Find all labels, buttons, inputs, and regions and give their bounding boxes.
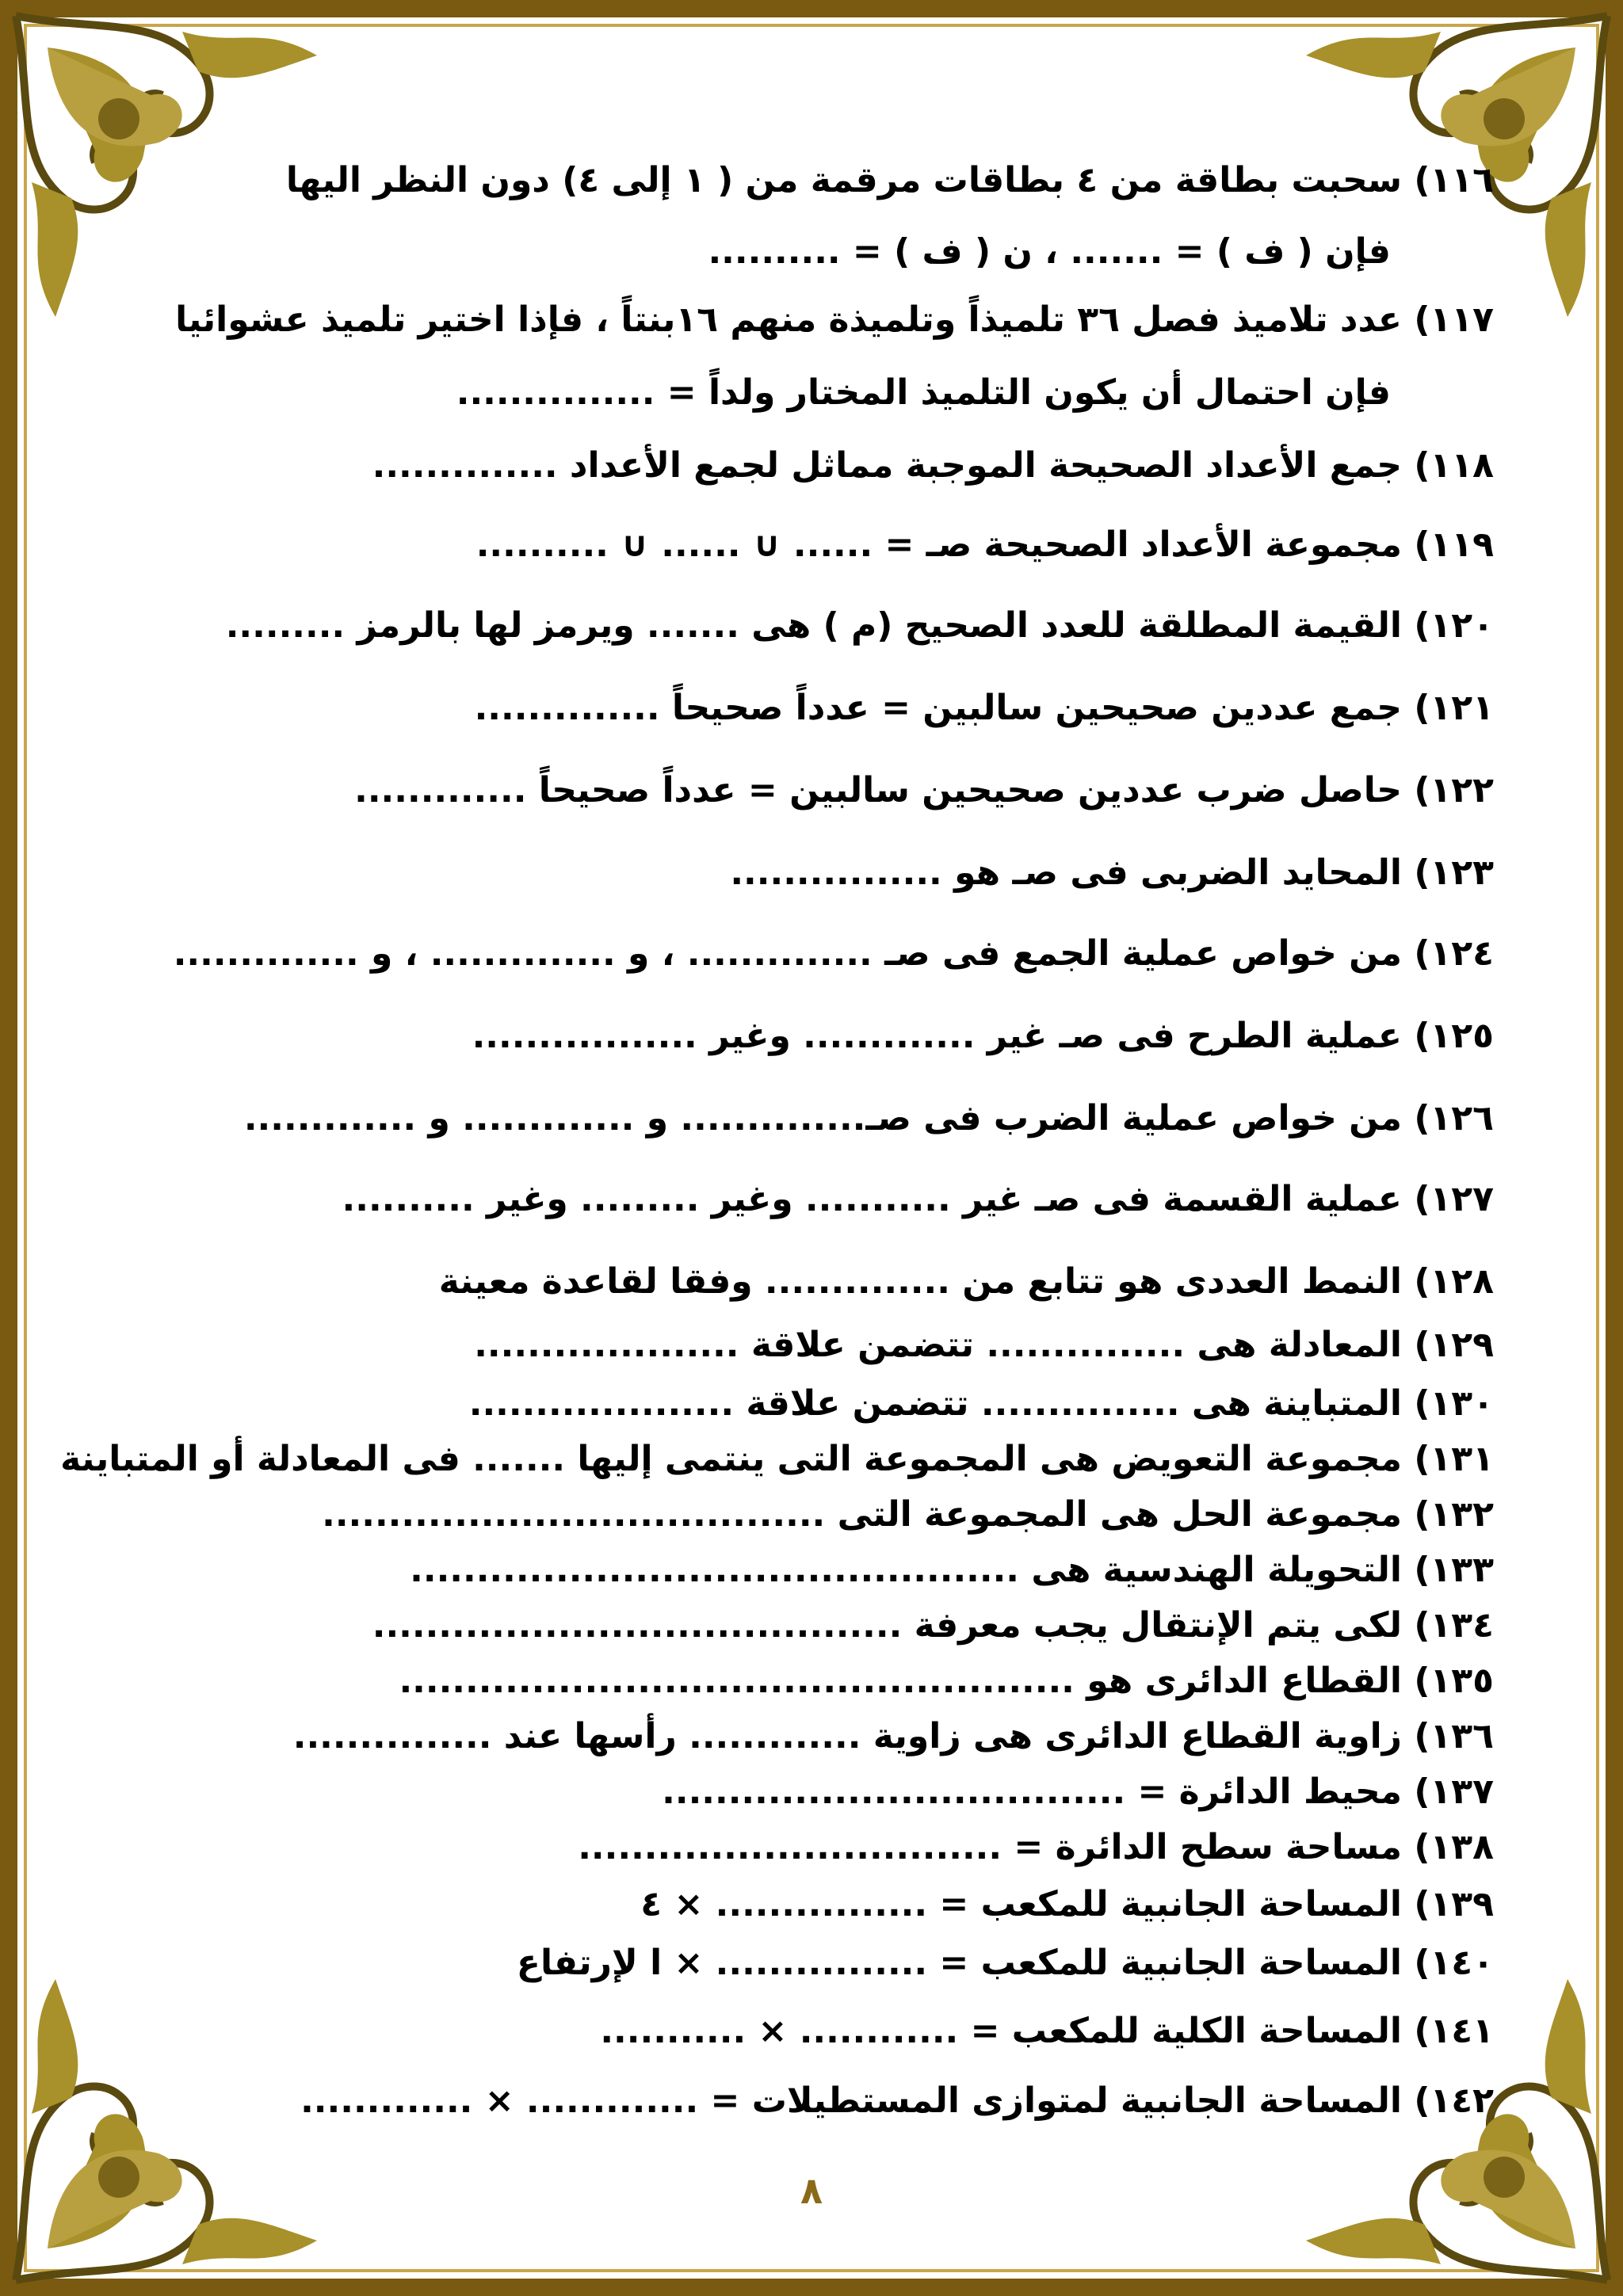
item-text: المحايد الضربى فى صـ هو ................ xyxy=(730,852,1402,893)
list-item xyxy=(111,1177,1494,1222)
item-text: مجموعة الحل هى المجموعة التى ...................................... xyxy=(322,1494,1402,1535)
item-text: من خواص عملية الجمع فى صـ .............. ، و .............. ، و .............. xyxy=(173,933,1402,974)
item-number: ١٢٦) xyxy=(1414,1098,1494,1138)
item-number: ١٢٠) xyxy=(1414,605,1494,646)
item-text: عملية الطرح فى صـ غير ............. وغير ................. xyxy=(472,1016,1402,1056)
list-item xyxy=(111,1014,1494,1058)
item-number: ١١٧) xyxy=(1414,299,1494,340)
item-number: ١٣٣) xyxy=(1414,1550,1494,1590)
list-item xyxy=(60,1437,1494,1482)
page-inner-border xyxy=(24,24,1599,2272)
item-text: مساحة سطح الدائرة = ................................ xyxy=(578,1827,1402,1867)
item-text: عدد تلاميذ فصل ٣٦ تلميذاً وتلميذة منهم ١٦بنتاً ، فإذا اختير تلميذ عشوائيا xyxy=(175,299,1402,340)
list-item xyxy=(111,1604,1494,1648)
item-number: ١٤٠) xyxy=(1414,1943,1494,1983)
item-text: مجموعة التعويض هى المجموعة التى ينتمى إليها ....... فى المعادلة أو المتباينة xyxy=(60,1439,1402,1479)
list-item xyxy=(111,604,1494,648)
item-number: ١٢١) xyxy=(1414,688,1494,728)
item-number: ١٣١) xyxy=(1414,1439,1494,1479)
item-number: ١٣٦) xyxy=(1414,1716,1494,1756)
item-number: ١٣٤) xyxy=(1414,1605,1494,1646)
list-item xyxy=(111,1493,1494,1537)
item-text: المتباينة هى ............... تتضمن علاقة .................... xyxy=(468,1383,1402,1424)
list-item xyxy=(111,523,1494,567)
list-item xyxy=(111,1323,1494,1367)
item-number: ١١٨) xyxy=(1414,445,1494,486)
list-item xyxy=(111,851,1494,895)
list-item xyxy=(111,769,1494,813)
list-item xyxy=(111,1097,1494,1141)
item-number: ١٣٠) xyxy=(1414,1383,1494,1424)
item-text: القيمة المطلقة للعدد الصحيح (م ) هى ....... ويرمز لها بالرمز ......... xyxy=(225,605,1402,646)
list-item xyxy=(111,1882,1494,1927)
list-item xyxy=(111,1260,1494,1304)
item-text: التحويلة الهندسية هى .............................................. xyxy=(410,1550,1402,1590)
item-number: ١٣٥) xyxy=(1414,1661,1494,1701)
item-text: سحبت بطاقة من ٤ بطاقات مرقمة من ( ١ إلى ٤) دون النظر اليها xyxy=(285,160,1402,200)
item-text: جمع عددين صحيحين سالبين = عدداً صحيحاً .............. xyxy=(474,688,1402,728)
item-text: المساحة الجانبية للمكعب = ................ × ٤ xyxy=(640,1884,1402,1924)
item-number: ١٢٣) xyxy=(1414,852,1494,893)
item-number: ١٢٥) xyxy=(1414,1016,1494,1056)
list-item xyxy=(111,686,1494,730)
item-text: المساحة الكلية للمكعب = ............ × ........... xyxy=(600,2011,1402,2051)
list-item xyxy=(111,1770,1494,1814)
item-text: القطاع الدائرى هو ................................................... xyxy=(399,1661,1402,1701)
list-item xyxy=(111,2009,1494,2054)
item-number: ١٣٢) xyxy=(1414,1494,1494,1535)
item-text: من خواص عملية الضرب فى صـ.............. و ............. و ............. xyxy=(243,1098,1402,1138)
item-number: ١٢٩) xyxy=(1414,1325,1494,1365)
list-item xyxy=(111,1659,1494,1703)
item-text: المساحة الجانبية لمتوازى المستطيلات = ............. × ............. xyxy=(300,2081,1402,2121)
item-text: المعادلة هى ............... تتضمن علاقة .................... xyxy=(474,1325,1402,1365)
floral-scroll-corner-icon xyxy=(0,1955,341,2296)
list-item xyxy=(111,1941,1494,1985)
item-text: حاصل ضرب عددين صحيحين سالبين = عدداً صحيحاً ............. xyxy=(354,770,1402,810)
list-item xyxy=(111,1825,1494,1870)
item-text: لكى يتم الإنتقال يجب معرفة ........................................ xyxy=(372,1605,1402,1646)
list-item xyxy=(111,444,1494,488)
item-text: النمط العددى هو تتابع من .............. وفقا لقاعدة معينة xyxy=(438,1261,1402,1302)
page-number: ٨ xyxy=(800,2169,823,2212)
item-number: ١٤٢) xyxy=(1414,2081,1494,2121)
item-number: ١١٩) xyxy=(1414,524,1494,565)
item-number: ١٢٨) xyxy=(1414,1261,1494,1302)
item-continuation: فإن ( ف ) = ....... ، ن ( ف ) = .......... xyxy=(708,231,1391,272)
list-item xyxy=(111,1714,1494,1759)
item-number: ١٢٧) xyxy=(1414,1179,1494,1219)
item-text: زاوية القطاع الدائرى هى زاوية ............. رأسها عند ............... xyxy=(292,1716,1402,1756)
item-text: جمع الأعداد الصحيحة الموجبة مماثل لجمع الأعداد .............. xyxy=(372,445,1402,486)
item-number: ١٣٨) xyxy=(1414,1827,1494,1867)
item-text: محيط الدائرة = ................................... xyxy=(662,1772,1402,1812)
item-number: ١٢٤) xyxy=(1414,933,1494,974)
item-number: ١٣٩) xyxy=(1414,1884,1494,1924)
item-text: مجموعة الأعداد الصحيحة صـ = ...... ∪ ...... ∪ .......... xyxy=(475,524,1402,565)
list-item xyxy=(111,158,1494,203)
item-continuation: فإن احتمال أن يكون التلميذ المختار ولداً = ............... xyxy=(456,372,1391,413)
item-text: المساحة الجانبية للمكعب = ................ × ا لإرتفاع xyxy=(516,1943,1402,1983)
item-number: ١٢٢) xyxy=(1414,770,1494,810)
list-item xyxy=(111,2079,1494,2123)
list-item xyxy=(111,298,1494,342)
item-number: ١١٦) xyxy=(1414,160,1494,200)
floral-scroll-corner-icon xyxy=(1282,1955,1623,2296)
list-item xyxy=(111,1382,1494,1426)
item-number: ١٤١) xyxy=(1414,2011,1494,2051)
list-item xyxy=(111,932,1494,976)
list-item xyxy=(111,1548,1494,1592)
item-number: ١٣٧) xyxy=(1414,1772,1494,1812)
item-text: عملية القسمة فى صـ غير ........... وغير ......... وغير .......... xyxy=(342,1179,1402,1219)
